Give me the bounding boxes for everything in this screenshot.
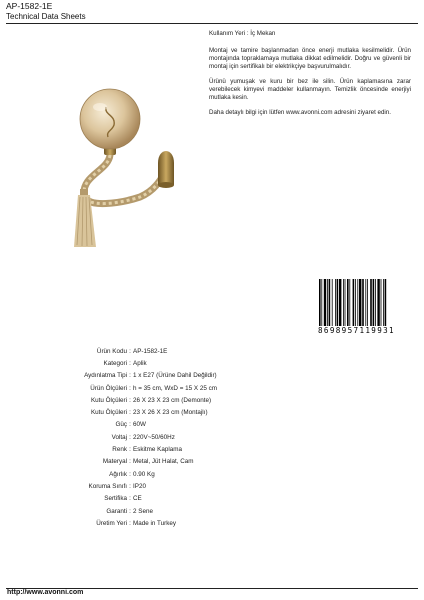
barcode-bar	[339, 279, 341, 329]
spec-separator: :	[129, 347, 131, 355]
barcode-digits: 8698957119931	[316, 326, 416, 335]
barcode-bar	[362, 279, 364, 329]
spec-row	[40, 493, 300, 505]
barcode-bar	[349, 279, 350, 329]
barcode-bar	[347, 279, 349, 329]
footer-url[interactable]: http://www.avonni.com	[7, 589, 84, 596]
spec-row	[40, 406, 300, 418]
spec-separator: :	[129, 495, 131, 503]
spec-value: 1 x E27 (Ürüne Dahil Değildir)	[133, 372, 217, 380]
spec-row	[40, 480, 300, 492]
spec-value: AP-1582-1E	[133, 347, 168, 355]
barcode-bar	[355, 279, 356, 329]
spec-label: Ürün Kodu	[96, 347, 127, 355]
spec-row	[40, 431, 300, 443]
spec-row	[40, 456, 300, 468]
barcode-bar	[353, 279, 355, 329]
spec-label: Kategori	[103, 359, 127, 367]
spec-separator: :	[129, 519, 131, 527]
spec-label: Voltaj	[111, 433, 127, 441]
barcode-bar	[327, 279, 328, 329]
barcode-bar	[381, 279, 382, 329]
barcode-bar	[332, 279, 333, 329]
spec-row	[40, 345, 300, 357]
barcode-bar	[319, 279, 321, 329]
product-image	[62, 85, 182, 255]
spec-value: Aplik	[133, 359, 147, 367]
spec-row	[40, 394, 300, 406]
barcode-bar	[385, 279, 387, 329]
barcode-bar	[343, 279, 344, 329]
barcode-bar	[357, 279, 358, 329]
spec-separator: :	[129, 470, 131, 478]
spec-value: 2 Sene	[133, 507, 153, 515]
barcode-bar	[370, 279, 372, 329]
spec-label: Ürün Ölçüleri	[90, 384, 127, 392]
spec-label: Renk	[112, 446, 127, 454]
barcode-bar	[345, 279, 346, 329]
spec-separator: :	[129, 384, 131, 392]
usage-location: Kullanım Yeri : İç Mekan	[209, 30, 276, 37]
spec-label: Ağırlık	[109, 470, 127, 478]
barcode-bar	[377, 279, 379, 329]
spec-separator: :	[129, 372, 131, 380]
spec-separator: :	[129, 433, 131, 441]
barcode-bar	[373, 279, 375, 329]
spec-separator: :	[129, 421, 131, 429]
barcode-bar	[365, 279, 366, 329]
spec-value: Eskitme Kaplama	[133, 446, 182, 454]
spec-value: 23 X 26 X 23 cm (Montajlı)	[133, 409, 208, 417]
spec-separator: :	[129, 458, 131, 466]
website-note: Daha detaylı bilgi için lütfen www.avonni.com adresini ziyaret edin.	[209, 109, 391, 116]
spec-label: Sertifika	[104, 495, 127, 503]
spec-value: 26 X 23 X 23 cm (Demonte)	[133, 396, 212, 404]
spec-row	[40, 382, 300, 394]
spec-row	[40, 370, 300, 382]
spec-value: h = 35 cm, WxD = 15 X 25 cm	[133, 384, 217, 392]
document-type-title: Technical Data Sheets	[6, 12, 86, 21]
spec-separator: :	[129, 359, 131, 367]
barcode-bar	[324, 279, 326, 329]
tassel	[74, 189, 96, 247]
spec-label: Materyal	[102, 458, 127, 466]
barcode-bar	[375, 279, 376, 329]
barcode-bar	[321, 279, 322, 329]
barcode-bar	[329, 279, 331, 329]
spec-value: 60W	[133, 421, 146, 429]
spec-label: Kutu Ölçüleri	[90, 396, 127, 404]
spec-row	[40, 443, 300, 455]
cleaning-instructions: Ürünü yumuşak ve kuru bir bez ile silin. Ürün kaplamasına zarar verebilecek kimyevi maddeler kullanmayın. Temizlik öncesinde enerjiyi mutlaka kesin.	[209, 78, 411, 101]
product-code-title: AP-1582-1E	[6, 1, 53, 11]
info-text	[209, 30, 411, 124]
barcode-bar	[367, 279, 368, 329]
spec-label: Güç	[115, 421, 127, 429]
spec-value: Metal, Jüt Halat, Cam	[133, 458, 194, 466]
spec-row	[40, 517, 300, 529]
spec-separator: :	[129, 409, 131, 417]
spec-table	[40, 345, 300, 529]
spec-separator: :	[129, 446, 131, 454]
spec-row	[40, 468, 300, 480]
barcode-bar	[359, 279, 361, 329]
globe-shade	[80, 89, 140, 149]
installation-warning: Montaj ve tamire başlanmadan önce enerji mutlaka kesilmelidir. Ürün montajında topraklamaya mutlaka dikkat edilmelidir. Doğru ve güvenli bir montaj için sertifikalı bir elektrikçiye başvurulmalıdır.	[209, 47, 411, 70]
spec-value: CE	[133, 495, 142, 503]
spec-label: Garanti	[106, 507, 127, 515]
header-divider	[6, 23, 418, 24]
barcode-bar	[337, 279, 339, 329]
spec-label: Aydınlatma Tipi	[84, 372, 127, 380]
rope	[84, 155, 166, 204]
spec-label: Koruma Sınıfı	[88, 482, 127, 490]
spec-separator: :	[129, 396, 131, 404]
spec-label: Kutu Ölçüleri	[90, 409, 127, 417]
spec-row	[40, 419, 300, 431]
spec-value: Made in Turkey	[133, 519, 177, 527]
barcode-bar	[335, 279, 336, 329]
spec-row	[40, 505, 300, 517]
spec-value: IP20	[133, 482, 146, 490]
spec-value: 0.90 Kg	[133, 470, 155, 478]
spec-separator: :	[129, 507, 131, 515]
spec-value: 220V~50/60Hz	[133, 433, 175, 441]
wall-mount	[158, 151, 174, 188]
barcode-bar	[383, 279, 384, 329]
spec-separator: :	[129, 482, 131, 490]
spec-row	[40, 357, 300, 369]
spec-label: Üretim Yeri	[96, 519, 127, 527]
